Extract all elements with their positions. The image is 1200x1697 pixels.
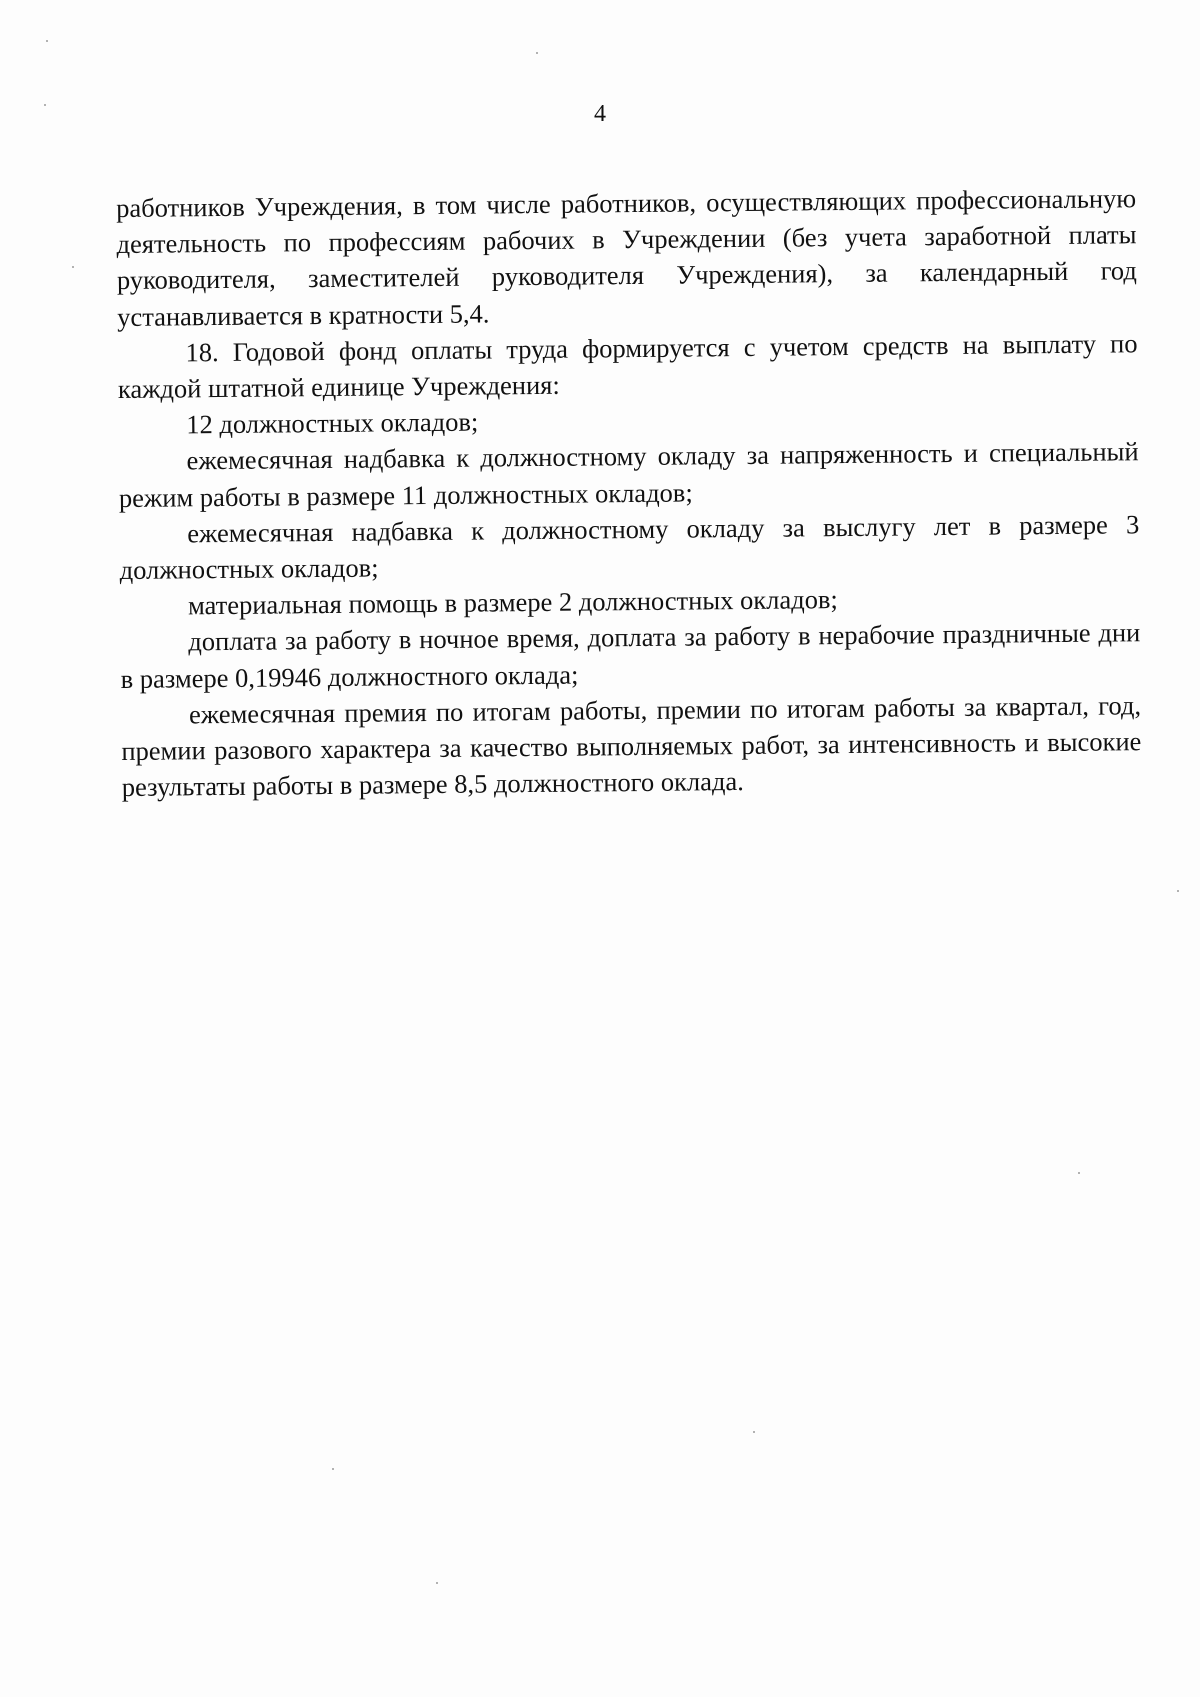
scan-speck [536, 52, 538, 54]
scan-speck [72, 266, 74, 268]
page-number: 4 [594, 101, 606, 127]
list-item-salaries: 12 должностных окладов; [186, 406, 479, 440]
scan-speck [44, 104, 46, 106]
scan-speck [753, 1431, 755, 1433]
list-item-intensity-allowance: ежемесячная надбавка к должностному окладу за напряженность и специальный режим работы в размере 11 должностных окладов; [118, 436, 1139, 513]
list-item-seniority-allowance: ежемесячная надбавка к должностному окладу за выслугу лет в размере 3 должностных окладов; [119, 509, 1140, 586]
list-item-night-holiday-pay: доплата за работу в ночное время, доплата за работу в нерабочие праздничные дни в размере 0,19946 должностного оклада; [120, 617, 1141, 694]
paragraph-item-18: 18. Годовой фонд оплаты труда формируется с учетом средств на выплату по каждой штатной единице Учреждения: [117, 328, 1138, 405]
scan-speck [332, 1468, 334, 1470]
scan-speck [46, 40, 48, 42]
scan-speck [1177, 890, 1179, 892]
list-item-bonuses: ежемесячная премия по итогам работы, премии по итогам работы за квартал, год, премии разового характера за качество выполняемых работ, за интенсивность и высокие результаты работы в размере 8,5 должностного оклада. [121, 690, 1142, 803]
list-item-material-aid: материальная помощь в размере 2 должностных окладов; [187, 584, 838, 621]
scan-speck [436, 1582, 438, 1584]
document-body [116, 180, 1142, 805]
paragraph-continuation: работников Учреждения, в том числе работников, осуществляющих профессиональную деятельность по профессиям рабочих в Учреждении (без учета заработной платы руководителя, заместителей руководителя Учреждения), за календарный год устанавливается в кратности 5,4. [116, 183, 1137, 332]
scan-speck [1078, 1172, 1080, 1174]
